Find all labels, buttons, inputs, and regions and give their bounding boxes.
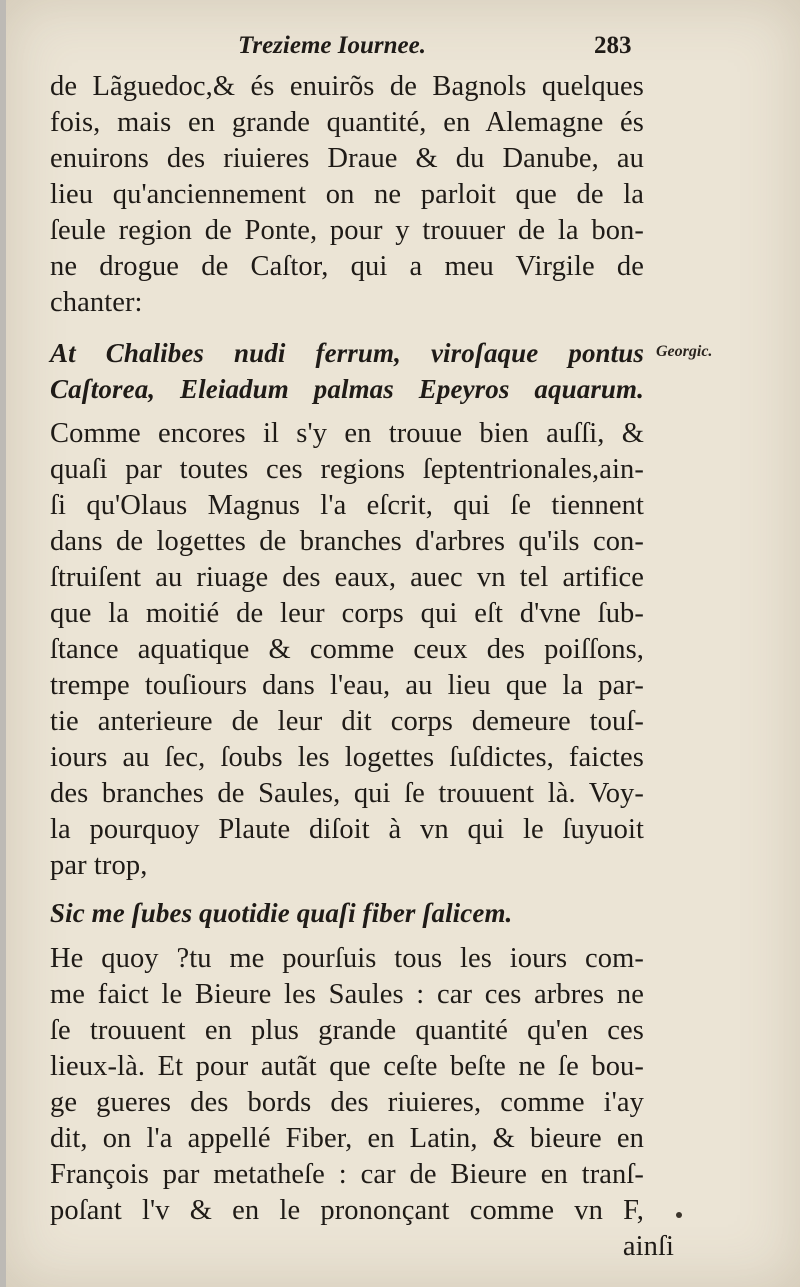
text-line: Comme encores il s'y en trouue bien auſſi, & (50, 418, 644, 449)
text-line: ſtruiſent au riuage des eaux, auec vn tel artifice (50, 562, 644, 593)
catchword: ainſi (622, 1231, 674, 1262)
text-line: que la moitié de leur corps qui eſt d'vne ſub- (50, 598, 644, 629)
text-line: iours au ſec, ſoubs les logettes ſuſdictes, faictes (50, 742, 644, 773)
text-line: dit, on l'a appellé Fiber, en Latin, & bieure en (50, 1123, 644, 1154)
text-line: dans de logettes de branches d'arbres qu'ils con- (50, 526, 644, 557)
text-line: ne drogue de Caſtor, qui a meu Virgile de (50, 251, 644, 282)
text-line: fois, mais en grande quantité, en Alemagne és (50, 107, 644, 138)
text-line: de Lãguedoc,& és enuirõs de Bagnols quelques (50, 71, 644, 102)
margin-note: Georgic. (656, 343, 713, 360)
verse-line: Caſtorea, Eleiadum palmas Epeyros aquarum. (50, 374, 644, 404)
text-line: ſi qu'Olaus Magnus l'a eſcrit, qui ſe tiennent (50, 490, 644, 521)
text-line: par trop, (50, 850, 148, 881)
verse-line: Sic me ſubes quotidie quaſi fiber ſalicem. (50, 898, 513, 928)
verse-line: At Chalibes nudi ferrum, viroſaque pontus (50, 338, 644, 368)
text-line: ge gueres des bords des riuieres, comme i'ay (50, 1087, 644, 1118)
text-line: trempe touſiours dans l'eau, au lieu que la par- (50, 670, 644, 701)
running-head: Trezieme Iournee. (238, 32, 426, 59)
text-line: lieu qu'anciennement on ne parloit que de la (50, 179, 644, 210)
text-line: tie anterieure de leur dit corps demeure touſ- (50, 706, 644, 737)
text-line: lieux-là. Et pour autãt que ceſte beſte ne ſe bou- (50, 1051, 644, 1082)
text-line: ſe trouuent en plus grande quantité qu'en ces (50, 1015, 644, 1046)
book-page (6, 0, 800, 1287)
text-line: enuirons des riuieres Draue & du Danube, au (50, 143, 644, 174)
text-line: poſant l'v & en le prononçant comme vn F, (50, 1195, 644, 1226)
text-line: ſtance aquatique & comme ceux des poiſſons, (50, 634, 644, 665)
text-line: ſeule region de Ponte, pour y trouuer de la bon- (50, 215, 644, 246)
text-line: François par metatheſe : car de Bieure en tranſ- (50, 1159, 644, 1190)
text-line: me faict le Bieure les Saules : car ces arbres ne (50, 979, 644, 1010)
text-line: la pourquoy Plaute diſoit à vn qui le ſuyuoit (50, 814, 644, 845)
ink-spot (676, 1212, 682, 1218)
text-line: quaſi par toutes ces regions ſeptentrionales,ain- (50, 454, 644, 485)
text-line: des branches de Saules, qui ſe trouuent là. Voy- (50, 778, 644, 809)
text-line: chanter: (50, 287, 143, 318)
text-line: He quoy ?tu me pourſuis tous les iours com- (50, 943, 644, 974)
page-number: 283 (594, 32, 632, 59)
